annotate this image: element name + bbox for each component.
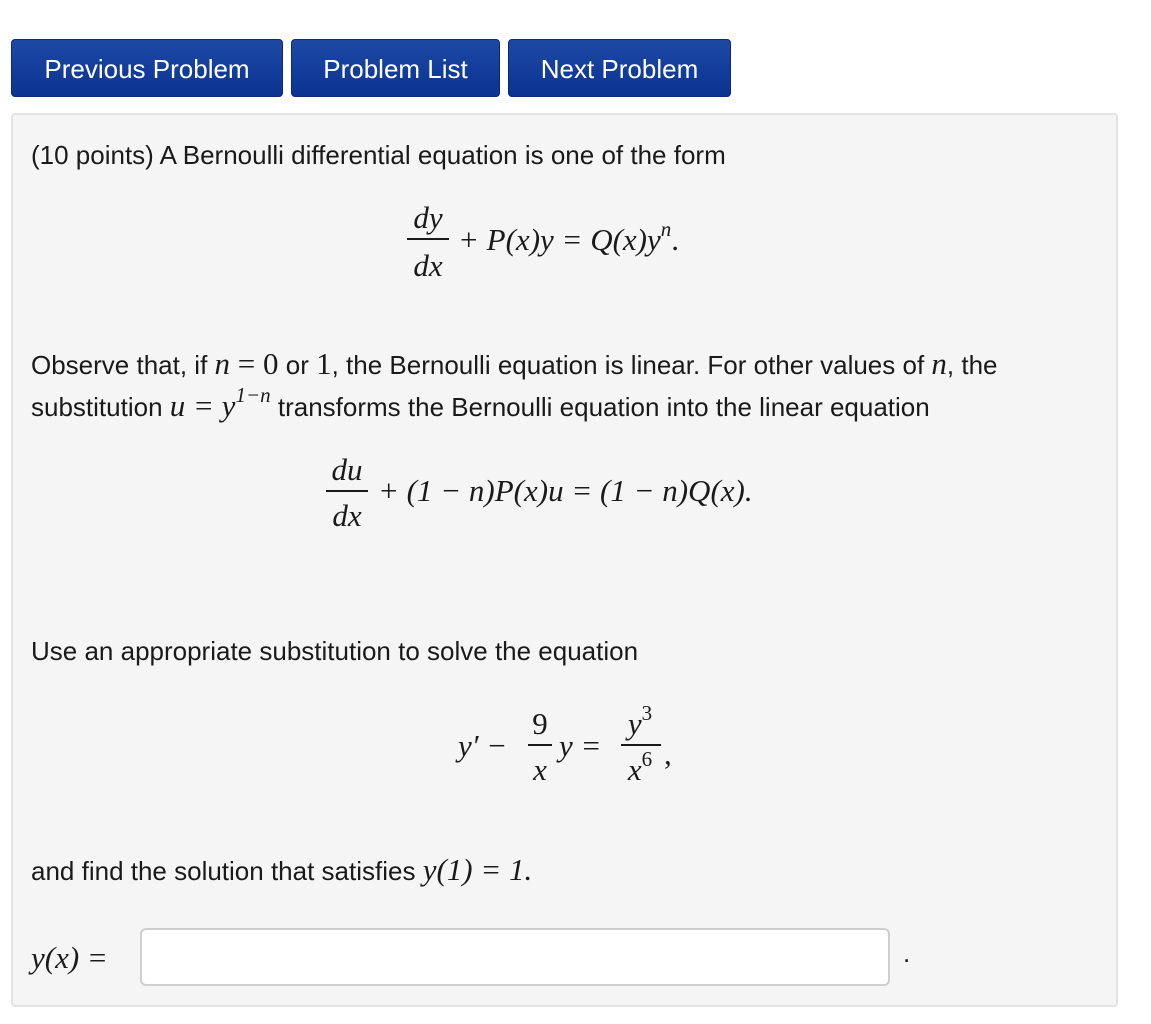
eq1-denominator: dx xyxy=(413,248,443,283)
eq3-fraction-line-2 xyxy=(621,744,661,746)
eq2-numerator: du xyxy=(331,452,363,487)
eq1-rhs: + $P(x)y = Q(x)y^n$. xyxy=(458,217,679,257)
problem-intro: (10 points) A Bernoulli differential equation is one of the form xyxy=(31,140,726,170)
answer-label: y(x) = xyxy=(31,940,108,975)
answer-input[interactable] xyxy=(140,928,890,986)
eq3-den2: $x^6$ xyxy=(627,747,653,787)
use-substitution-text: Use an appropriate substitution to solve the equation xyxy=(31,636,639,666)
eq3-comma: , xyxy=(664,736,672,771)
eq3-yprime: y′ − xyxy=(458,728,508,763)
eq3-mid: y = xyxy=(559,728,602,763)
eq3-num1: 9 xyxy=(532,706,548,741)
find-solution-text: and find the solution that satisfies y(1) = 1. xyxy=(31,852,533,887)
observe-text: Observe that, if n = 0 or 1, the Bernoulli equation is linear. For other values of n, the xyxy=(31,346,998,381)
eq3-num2: $y^3$ xyxy=(627,701,653,741)
next-problem-button[interactable]: Next Problem xyxy=(508,39,731,97)
eq2-fraction-line xyxy=(326,490,368,492)
eq2-rhs: + (1 − n)P(x)u = (1 − n)Q(x). xyxy=(378,473,753,508)
eq3-fraction-line-1 xyxy=(528,744,552,746)
previous-problem-button[interactable]: Previous Problem xyxy=(11,39,283,97)
eq2-denominator: dx xyxy=(332,498,362,533)
eq1-numerator: dy xyxy=(413,200,443,235)
answer-end-dot: . xyxy=(903,938,911,968)
substitution-text: substitution $u = y^{1-n}$ transforms the Bernoulli equation into the linear equation xyxy=(31,383,930,423)
eq3-den1: x xyxy=(533,752,547,787)
eq1-fraction-line xyxy=(407,238,449,240)
problem-list-button[interactable]: Problem List xyxy=(291,39,500,97)
